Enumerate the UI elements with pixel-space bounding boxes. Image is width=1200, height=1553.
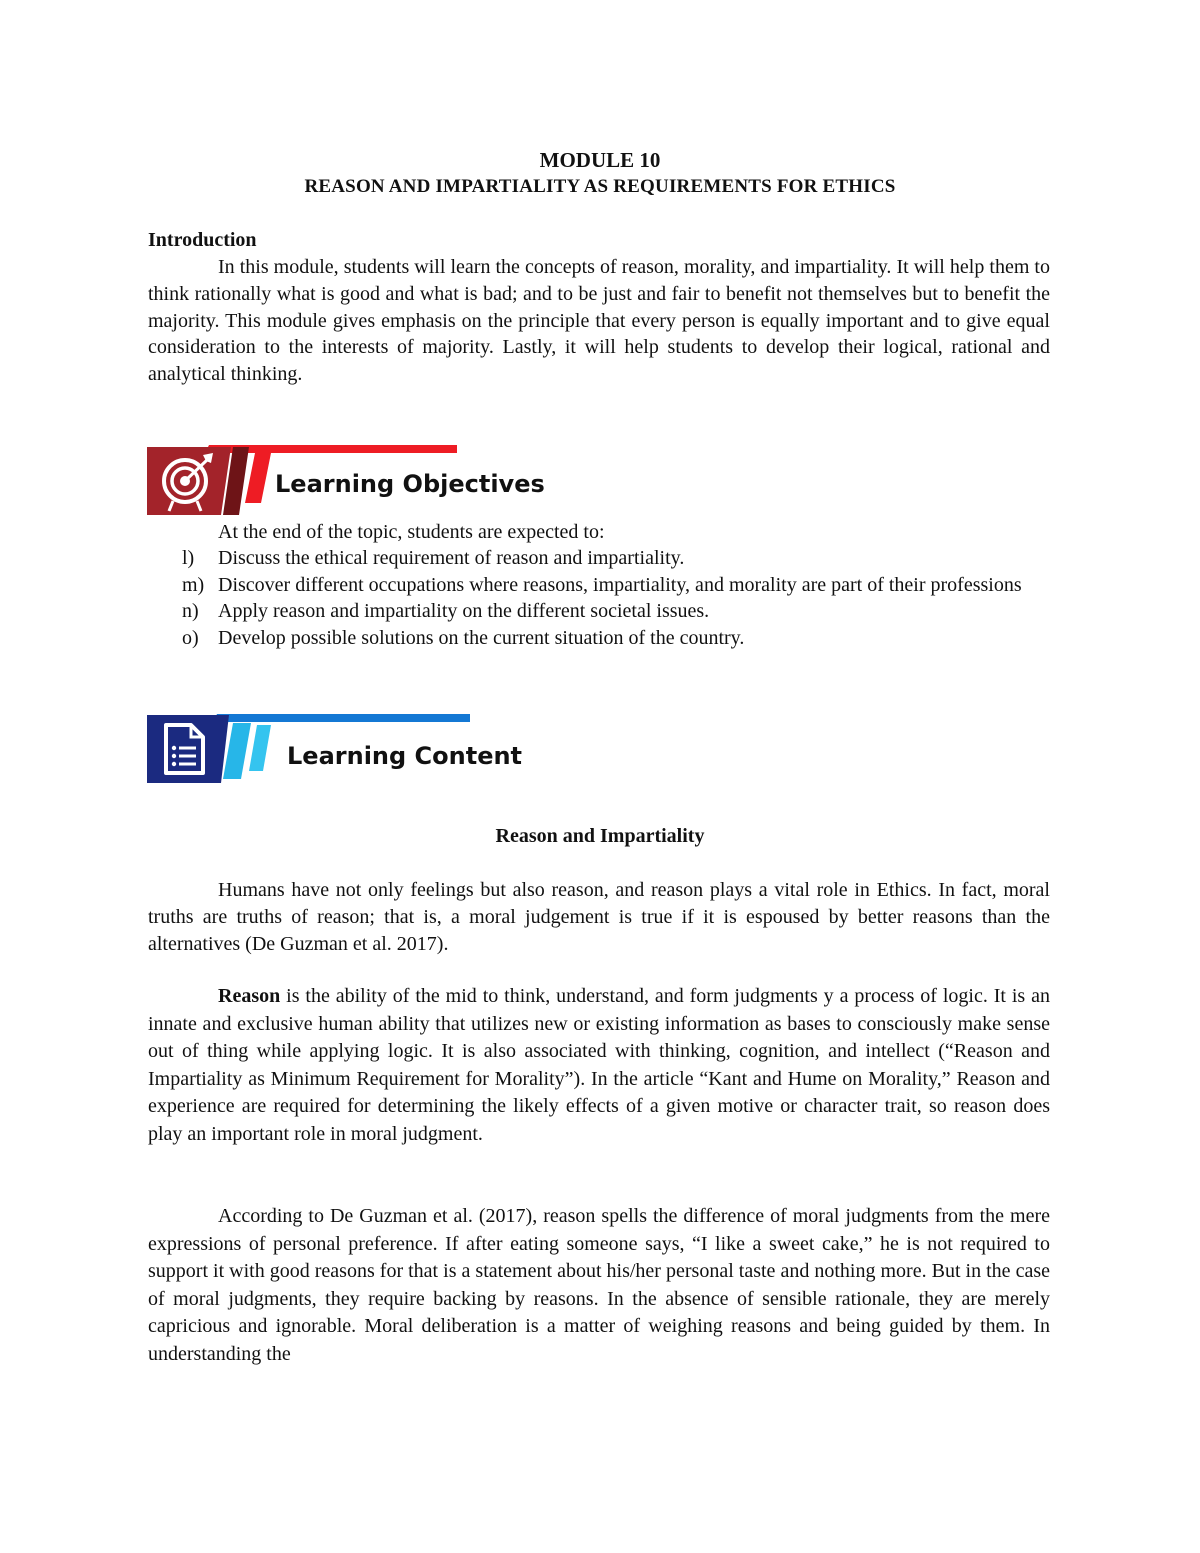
- reason-term: Reason: [218, 985, 281, 1007]
- objective-marker: n): [182, 600, 199, 622]
- introduction-heading: Introduction: [148, 229, 257, 251]
- content-heading: Reason and Impartiality: [495, 825, 705, 847]
- content-paragraph-1: Humans have not only feelings but also reason, and reason plays a vital role in Ethics. In fact, moral truths are truths of reason; that is, a moral judgement is true if it is espoused by better reasons than the alternatives (De Guzman et al. 2017).: [148, 879, 1050, 955]
- content-paragraph-3: According to De Guzman et al. (2017), reason spells the difference of moral judgments from the mere expressions of personal preference. If after eating someone says, “I like a sweet cake,” he is not required to support it with good reasons for that is a statement about his/her personal taste and nothing more. But in the case of moral judgments, they require backing by reasons. In the absence of sensible rationale, they are merely capricious and ignorable. Moral deliberation is a matter of weighing reasons and being guided by them. In understanding the: [148, 1205, 1050, 1365]
- objective-marker: m): [182, 573, 205, 596]
- introduction-paragraph: In this module, students will learn the concepts of reason, morality, and impartiality. It will help them to think rationally what is good and what is bad; and to be just and fair to benefit not themselves but to benefit the majority. This module gives emphasis on the principle that every person is equally important and to give equal consideration to the interests of majority. Lastly, it will help students to develop their logical, rational and analytical thinking.: [148, 256, 1050, 386]
- objectives-lead: At the end of the topic, students are expected to:: [218, 521, 605, 543]
- learning-objectives-banner: [147, 445, 545, 517]
- objective-item: [148, 625, 1050, 652]
- content-paragraph-2: [148, 983, 1050, 1148]
- objective-marker: l): [182, 547, 195, 569]
- objectives-list: [148, 545, 1050, 651]
- objective-item: [148, 598, 1050, 625]
- objective-marker: o): [182, 626, 199, 649]
- objective-text: Discuss the ethical requirement of reason and impartiality.: [218, 547, 685, 569]
- target-icon: [151, 447, 225, 515]
- objective-text: Discover different occupations where reasons, impartiality, and morality are part of their professions: [218, 573, 1022, 596]
- module-subtitle: REASON AND IMPARTIALITY AS REQUIREMENTS FOR ETHICS: [304, 176, 896, 197]
- content-paragraph-2-text: is the ability of the mid to think, understand, and form judgments y a process of logic. It is an innate and exclusive human ability that utilizes new or existing information as bases to consciously make sense out of thing while applying logic. It is also associated with thinking, cognition, and intellect (“Reason and Impartiality as Minimum Requirement for Morality”). In the article “Kant and Hume on Morality,” Reason and experience are required for determining the likely effects of a given motive or character trait, so reason does play an important role in moral judgment.: [148, 985, 1050, 1145]
- objective-text: Apply reason and impartiality on the different societal issues.: [218, 600, 710, 622]
- objective-text: Develop possible solutions on the current situation of the country.: [218, 626, 745, 649]
- learning-content-title: Learning Content: [287, 742, 523, 770]
- learning-content-banner: [147, 713, 523, 785]
- objective-item: [148, 572, 1050, 599]
- objective-item: [148, 545, 1050, 572]
- learning-objectives-title: Learning Objectives: [275, 470, 545, 498]
- document-icon: [149, 715, 219, 783]
- module-title: MODULE 10: [539, 148, 661, 172]
